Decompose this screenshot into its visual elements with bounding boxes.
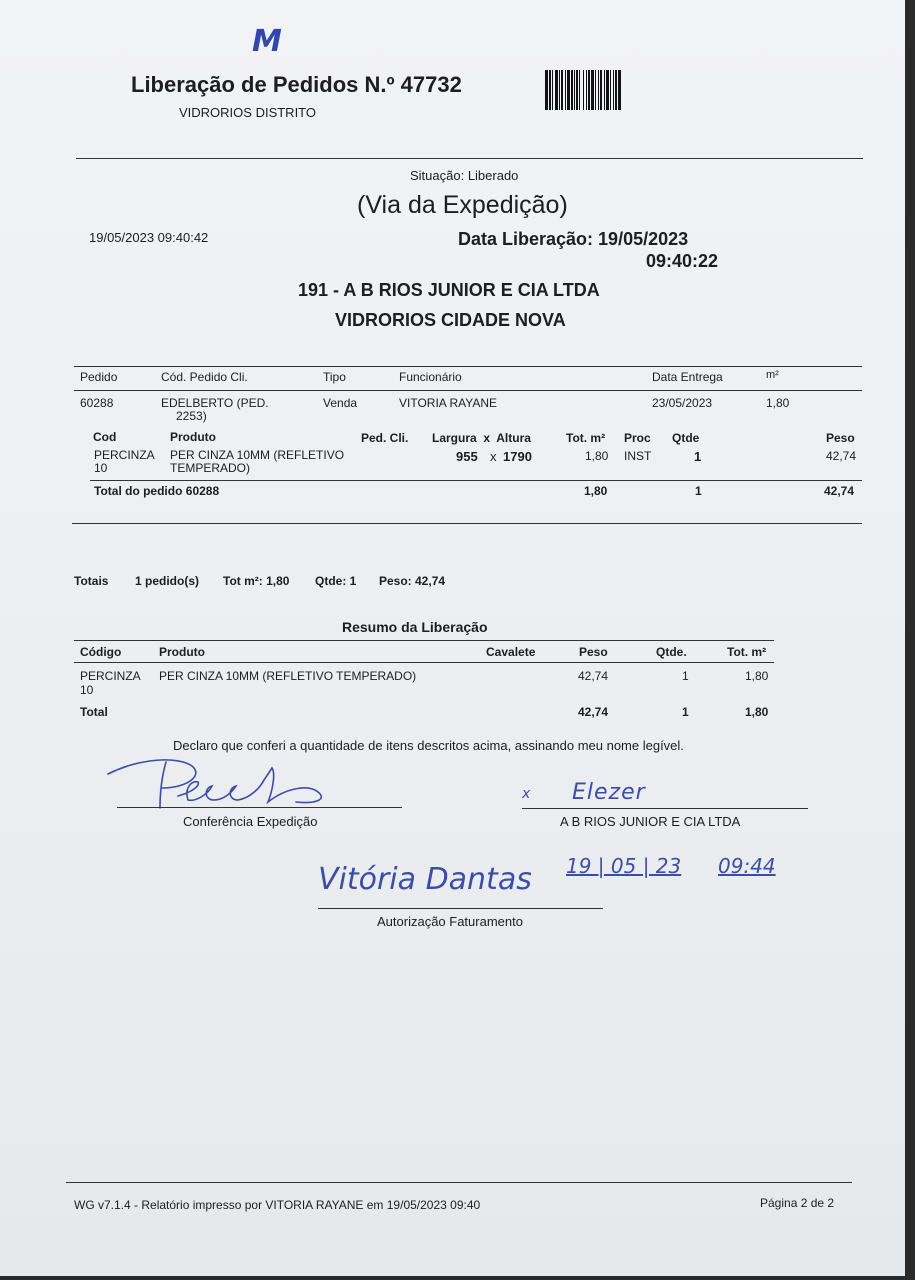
item-tot-m2: 1,80 xyxy=(585,449,609,463)
barcode-bar xyxy=(552,70,553,110)
barcode-bar xyxy=(545,70,548,110)
barcode-bar xyxy=(586,70,587,110)
document-title: Liberação de Pedidos N.º 47732 xyxy=(131,72,462,97)
item-col-tot-m2: Tot. m² xyxy=(566,431,606,445)
item-cod-line2: 10 xyxy=(94,461,108,475)
item-col-produto: Produto xyxy=(170,430,216,444)
col-cod-cli: Cód. Pedido Cli. xyxy=(161,370,248,384)
barcode-bar xyxy=(598,70,599,110)
declaration-text: Declaro que conferi a quantidade de itens descritos acima, assinando meu nome legível. xyxy=(173,738,684,753)
divider xyxy=(72,523,862,524)
divider xyxy=(74,662,774,663)
totals-pedidos: 1 pedido(s) xyxy=(135,574,200,588)
divider xyxy=(90,480,862,481)
footer-divider xyxy=(66,1182,852,1183)
barcode-bar xyxy=(606,70,609,110)
signature-line xyxy=(318,908,603,909)
item-col-largura-altura: Largura x Altura xyxy=(432,431,531,445)
totals-label: Totais xyxy=(74,574,109,588)
barcode-bar xyxy=(610,70,611,110)
client-signature-handwriting: Elezer xyxy=(572,780,646,805)
item-col-peso: Peso xyxy=(826,431,855,445)
item-peso: 42,74 xyxy=(826,449,857,463)
col-funcionario: Funcionário xyxy=(399,370,462,384)
barcode-bar xyxy=(579,70,580,110)
barcode-bar xyxy=(595,70,596,110)
barcode-bar xyxy=(555,70,558,110)
resumo-total-tot-m2: 1,80 xyxy=(745,705,769,719)
barcode-bar xyxy=(604,70,605,110)
resumo-total-peso: 42,74 xyxy=(578,705,609,719)
item-col-proc: Proc xyxy=(624,431,651,445)
totals-peso: Peso: 42,74 xyxy=(379,574,446,588)
signature-line xyxy=(117,807,402,808)
order-tipo: Venda xyxy=(323,396,358,410)
footer-printed-by: WG v7.1.4 - Relatório impresso por VITORIA RAYANE em 19/05/2023 09:40 xyxy=(74,1198,481,1212)
order-m2: 1,80 xyxy=(766,396,790,410)
client-signature-label: A B RIOS JUNIOR E CIA LTDA xyxy=(560,814,741,829)
item-col-ped-cli: Ped. Cli. xyxy=(361,431,409,445)
handwritten-mark: M xyxy=(252,24,282,59)
print-datetime: 19/05/2023 09:40:42 xyxy=(89,230,209,245)
order-total-label: Total do pedido 60288 xyxy=(94,484,220,498)
resumo-col-codigo: Código xyxy=(80,645,122,659)
barcode-bar xyxy=(591,70,594,110)
resumo-col-qtde: Qtde. xyxy=(656,645,687,659)
footer-page-number: Página 2 de 2 xyxy=(760,1196,835,1210)
totals-qtde: Qtde: 1 xyxy=(315,574,357,588)
autorizacao-label: Autorização Faturamento xyxy=(377,914,523,929)
via-title: (Via da Expedição) xyxy=(357,191,568,219)
barcode-bar xyxy=(618,70,621,110)
autorizacao-signature-handwriting: Vitória Dantas xyxy=(318,862,532,897)
resumo-qtde: 1 xyxy=(682,669,689,683)
signature-line xyxy=(522,808,808,809)
resumo-col-peso: Peso xyxy=(579,645,608,659)
status-text: Situação: Liberado xyxy=(410,168,519,183)
barcode-bar xyxy=(613,70,614,110)
totals-tot-m2: Tot m²: 1,80 xyxy=(223,574,290,588)
barcode xyxy=(545,70,685,110)
liberacao-date: Data Liberação: 19/05/2023 xyxy=(458,229,689,249)
order-pedido: 60288 xyxy=(80,396,114,410)
order-total-peso: 42,74 xyxy=(824,484,855,498)
barcode-bar xyxy=(588,70,590,110)
client-signature-mark: x xyxy=(522,786,531,802)
resumo-codigo-line1: PERCINZA xyxy=(80,669,141,683)
barcode-bar xyxy=(549,70,551,110)
barcode-bar xyxy=(574,70,575,110)
item-altura: 1790 xyxy=(503,449,532,464)
barcode-bar xyxy=(559,70,560,110)
item-largura: 955 xyxy=(456,449,478,464)
order-data-entrega: 23/05/2023 xyxy=(652,396,713,410)
barcode-bar xyxy=(567,70,570,110)
item-produto-line1: PER CINZA 10MM (REFLETIVO xyxy=(170,448,345,462)
divider xyxy=(74,640,774,641)
resumo-total-qtde: 1 xyxy=(682,705,689,719)
col-tipo: Tipo xyxy=(323,370,346,384)
order-total-qtde: 1 xyxy=(695,484,702,498)
item-proc: INST xyxy=(624,449,652,463)
item-cod-line1: PERCINZA xyxy=(94,448,155,462)
divider xyxy=(74,366,862,367)
conferencia-label: Conferência Expedição xyxy=(183,814,318,829)
handwritten-date: 19 | 05 | 23 xyxy=(566,854,682,878)
resumo-tot-m2: 1,80 xyxy=(745,669,769,683)
col-m2: m² xyxy=(766,369,779,381)
barcode-bar xyxy=(615,70,617,110)
client-name: 191 - A B RIOS JUNIOR E CIA LTDA xyxy=(298,280,600,300)
item-col-cod: Cod xyxy=(93,430,117,444)
signature-conferencia xyxy=(100,752,360,814)
item-qtde: 1 xyxy=(694,449,702,464)
order-cod-cli-line1: EDELBERTO (PED. xyxy=(161,396,269,410)
item-x: x xyxy=(490,449,497,464)
client-branch: VIDRORIOS CIDADE NOVA xyxy=(335,310,566,330)
resumo-peso: 42,74 xyxy=(578,669,609,683)
col-pedido: Pedido xyxy=(80,370,118,384)
item-col-qtde: Qtde xyxy=(672,431,700,445)
resumo-col-produto: Produto xyxy=(159,645,205,659)
barcode-bar xyxy=(600,70,602,110)
resumo-total-label: Total xyxy=(80,705,108,719)
item-produto-line2: TEMPERADO) xyxy=(170,461,251,475)
document-subtitle: VIDRORIOS DISTRITO xyxy=(179,105,316,120)
barcode-bar xyxy=(576,70,578,110)
liberacao-time: 09:40:22 xyxy=(646,251,719,271)
resumo-codigo-line2: 10 xyxy=(80,683,94,697)
barcode-bar xyxy=(583,70,584,110)
resumo-col-tot-m2: Tot. m² xyxy=(727,645,767,659)
col-data-entrega: Data Entrega xyxy=(652,370,723,384)
order-total-tot-m2: 1,80 xyxy=(584,484,608,498)
resumo-col-cavalete: Cavalete xyxy=(486,645,536,659)
handwritten-time: 09:44 xyxy=(718,854,776,878)
order-funcionario: VITORIA RAYANE xyxy=(399,396,498,410)
barcode-bar xyxy=(571,70,573,110)
resumo-title: Resumo da Liberação xyxy=(342,619,488,635)
order-cod-cli-line2: 2253) xyxy=(176,409,207,423)
resumo-produto: PER CINZA 10MM (REFLETIVO TEMPERADO) xyxy=(159,669,417,683)
barcode-bar xyxy=(561,70,563,110)
divider xyxy=(76,158,863,159)
barcode-bar xyxy=(565,70,566,110)
divider xyxy=(74,390,862,391)
